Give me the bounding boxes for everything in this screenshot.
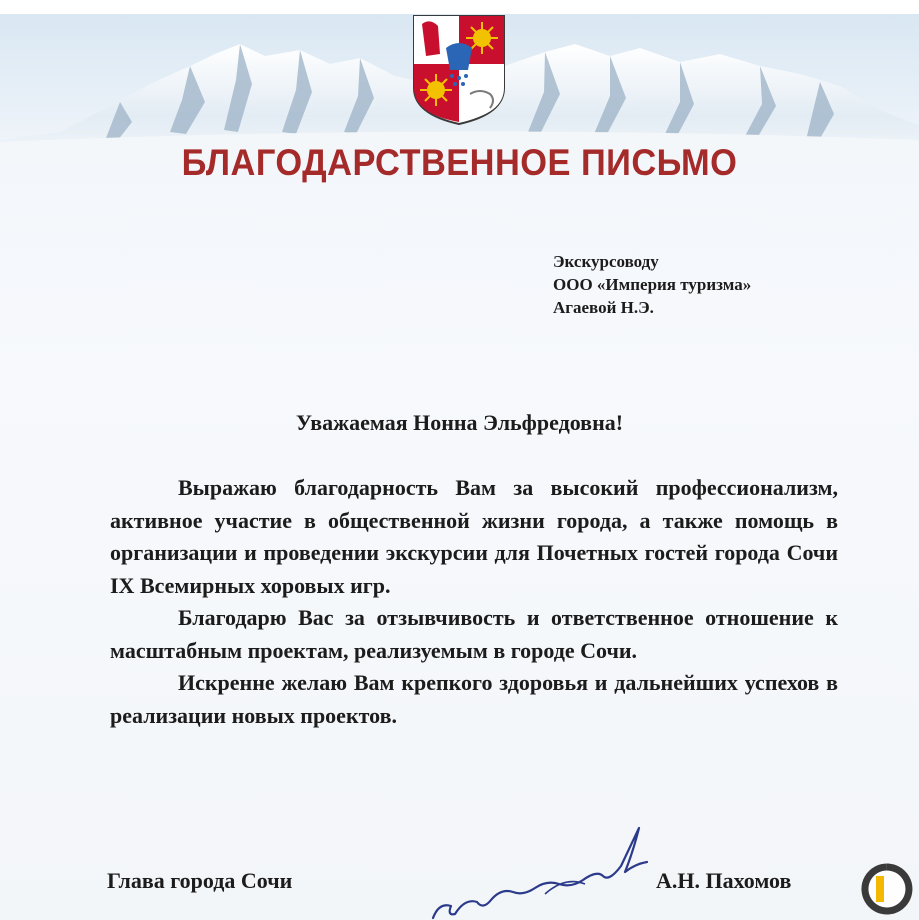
corner-logo-icon <box>860 862 914 916</box>
body-paragraph: Благодарю Вас за отзывчивость и ответственное отношение к масштабным проектам, реализуемым в городе Сочи. <box>110 605 838 663</box>
addressee-line: Агаевой Н.Э. <box>553 298 654 317</box>
addressee-block <box>553 250 751 319</box>
sochi-coat-of-arms-icon <box>410 14 508 126</box>
body-paragraph: Выражаю благодарность Вам за высокий профессионализм, активное участие в общественной жизни города, а также помощь в организации и проведении экскурсии для Почетных гостей города Сочи IX Всемирных хоровых игр. <box>110 475 838 598</box>
addressee-line: ООО «Империя туризма» <box>553 275 752 294</box>
top-border <box>0 0 919 14</box>
signer-position: Глава города Сочи <box>107 868 293 893</box>
addressee-line: Экскурсоводу <box>553 252 659 271</box>
handwritten-signature-icon <box>425 818 655 920</box>
letter-title: БЛАГОДАРСТВЕННОЕ ПИСЬМО <box>181 142 738 183</box>
body-paragraph: Искренне желаю Вам крепкого здоровья и дальнейших успехов в реализации новых проектов. <box>110 670 838 728</box>
letter-body <box>110 472 838 732</box>
salutation: Уважаемая Нонна Эльфредовна! <box>295 410 624 435</box>
signer-name: А.Н. Пахомов <box>656 868 792 893</box>
